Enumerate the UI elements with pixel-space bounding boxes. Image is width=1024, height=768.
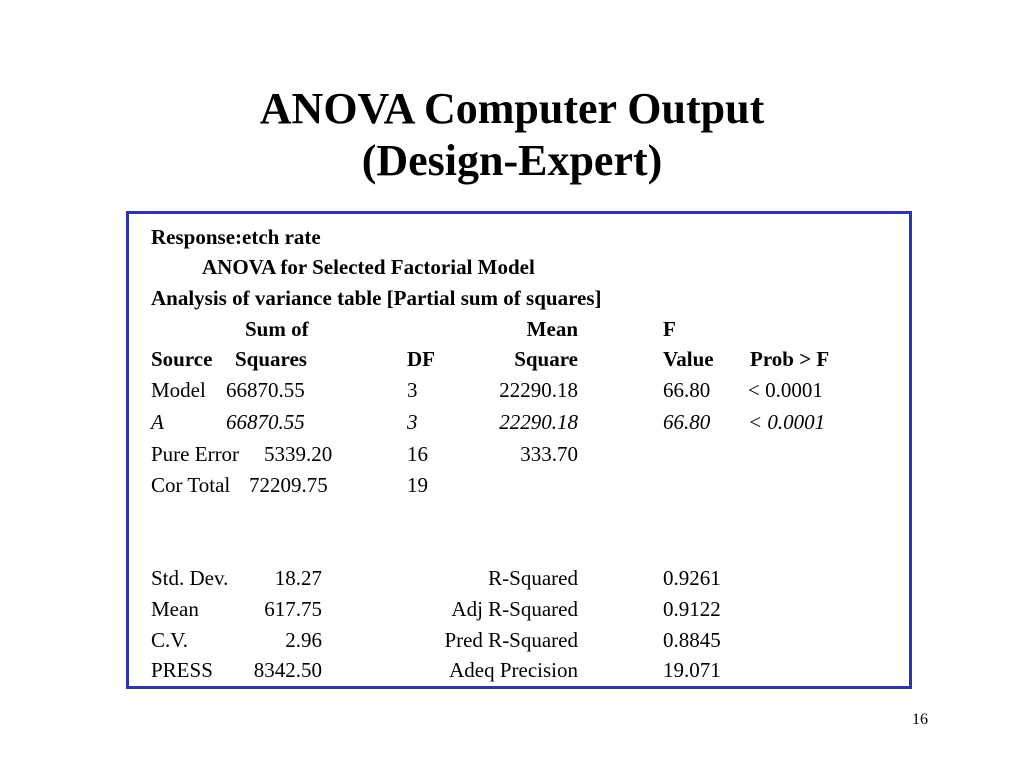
response-label: Response:etch rate [151,225,321,249]
header-squares: Squares [235,347,307,371]
table-row-model-f: 66.80 [663,378,711,402]
header-square: Square [514,347,578,371]
slide-title-line2: (Design-Expert) [361,136,663,185]
stat-std-dev-value: 18.27 [274,566,322,590]
table-row-pure-error-ss: 5339.20 [264,442,333,466]
table-title: Analysis of variance table [Partial sum of squares] [151,286,602,310]
table-row-model-p: < 0.0001 [748,378,823,402]
table-row-a-f: 66.80 [663,410,711,434]
stat-pred-r-squared-label: Pred R-Squared [444,628,578,652]
stat-cv-value: 2.96 [285,628,322,652]
model-title: ANOVA for Selected Factorial Model [202,255,535,279]
table-row-model-df: 3 [407,378,418,402]
header-source: Source [151,347,213,371]
header-prob: Prob > F [750,347,830,371]
stat-r-squared-value: 0.9261 [663,566,721,590]
header-df: DF [407,347,435,371]
stat-press-value: 8342.50 [253,658,322,682]
table-row-model-source: Model [151,378,206,402]
table-row-a-df: 3 [407,410,418,434]
table-row-cor-total-source: Cor Total [151,473,231,497]
table-row-a-source: A [151,410,164,434]
table-row-model-ss: 66870.55 [226,378,305,402]
table-row-a-ms: 22290.18 [499,410,578,434]
header-f: F [663,317,676,341]
table-row-a-ss: 66870.55 [226,410,305,434]
header-mean: Mean [526,317,578,341]
table-row-pure-error-df: 16 [407,442,428,466]
stat-adj-r-squared-label: Adj R-Squared [451,597,578,621]
table-row-a-p: < 0.0001 [748,410,826,434]
table-row-pure-error-ms: 333.70 [520,442,578,466]
table-row-cor-total-ss: 72209.75 [249,473,328,497]
stat-adeq-precision-label: Adeq Precision [449,658,578,682]
slide-title-line1: ANOVA Computer Output [259,84,765,133]
stat-r-squared-label: R-Squared [488,566,578,590]
stat-press-label: PRESS [151,658,213,682]
header-value: Value [663,347,714,371]
stat-mean-label: Mean [151,597,199,621]
stat-pred-r-squared-value: 0.8845 [663,628,721,652]
stat-mean-value: 617.75 [264,597,322,621]
header-sum-of: Sum of [245,317,309,341]
table-row-cor-total-df: 19 [407,473,428,497]
table-row-pure-error-source: Pure Error [151,442,240,466]
stat-cv-label: C.V. [151,628,188,652]
page-number: 16 [912,711,928,728]
table-row-model-ms: 22290.18 [499,378,578,402]
stat-adj-r-squared-value: 0.9122 [663,597,721,621]
stat-std-dev-label: Std. Dev. [151,566,229,590]
stat-adeq-precision-value: 19.071 [663,658,721,682]
